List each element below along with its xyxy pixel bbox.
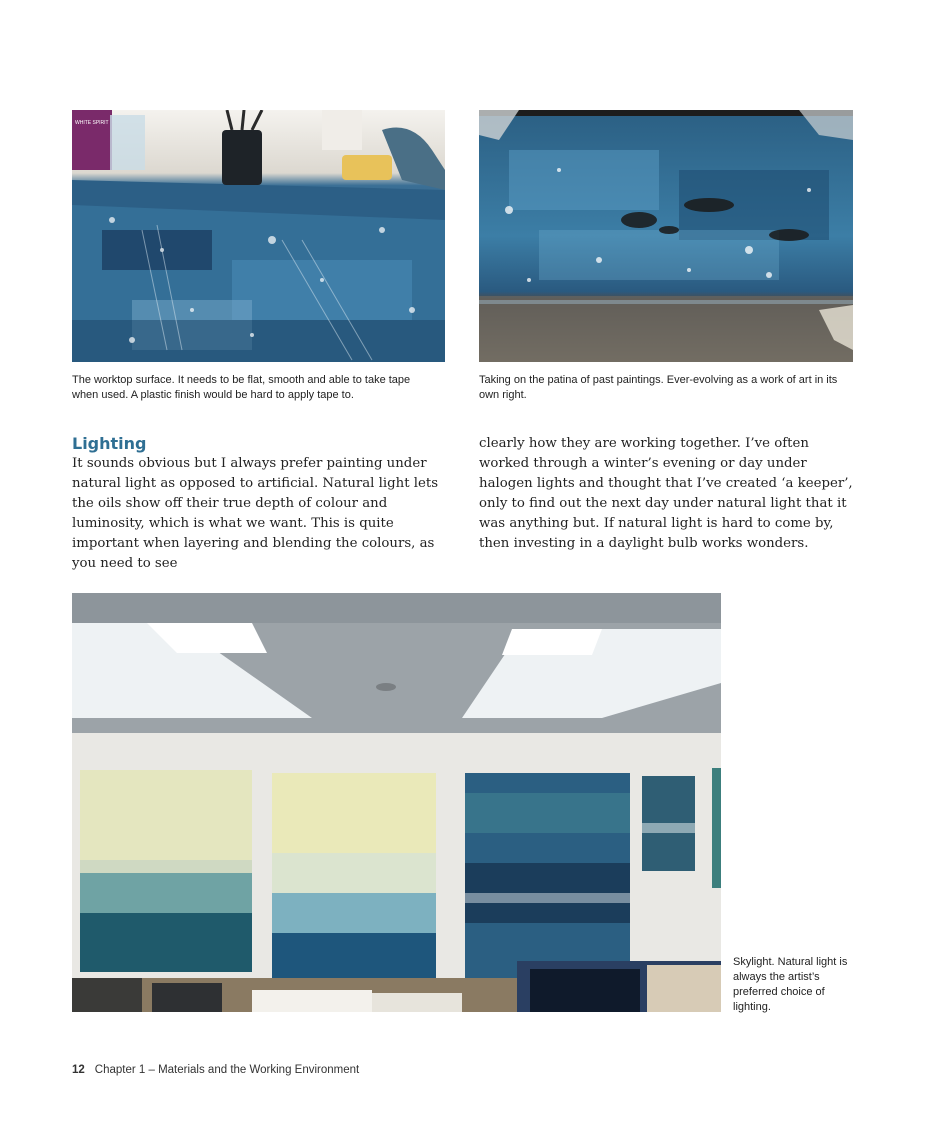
body-column-left <box>72 454 442 574</box>
patina-photo <box>479 110 853 362</box>
patina-caption: Taking on the patina of past paintings. Ever-evolving as a work of art in its own right. <box>479 374 838 401</box>
studio-skylight-photo <box>72 593 721 1012</box>
body-column-right <box>479 434 854 554</box>
skylight-caption: Skylight. Natural light is always the artist’s preferred choice of lighting. <box>733 956 848 1013</box>
page-number: 12 <box>72 1064 85 1076</box>
chapter-title: Chapter 1 – Materials and the Working Environment <box>94 1064 360 1076</box>
page-footer <box>72 1064 359 1076</box>
body-paragraph-right: clearly how they are working together. I’ve often worked through a winter’s evening or day under halogen lights and thought that I’ve created ‘a keeper’, only to find out the next day under natural light that it was anything but. If natural light is hard to come by, then investing in a daylight bulb works wonders. <box>479 436 853 551</box>
worktop-photo <box>72 110 445 362</box>
body-paragraph-left: It sounds obvious but I always prefer painting under natural light as opposed to artificial. Natural light lets the oils show off their true depth of colour and luminosity, which is what we want. This is quite important when layering and blending the colours, as you need to see <box>72 456 439 571</box>
section-heading: Lighting <box>72 434 147 453</box>
worktop-caption: The worktop surface. It needs to be flat, smooth and able to take tape when used. A plastic finish would be hard to apply tape to. <box>72 374 411 401</box>
white-spirit-label: WHITE SPIRIT <box>75 120 109 126</box>
